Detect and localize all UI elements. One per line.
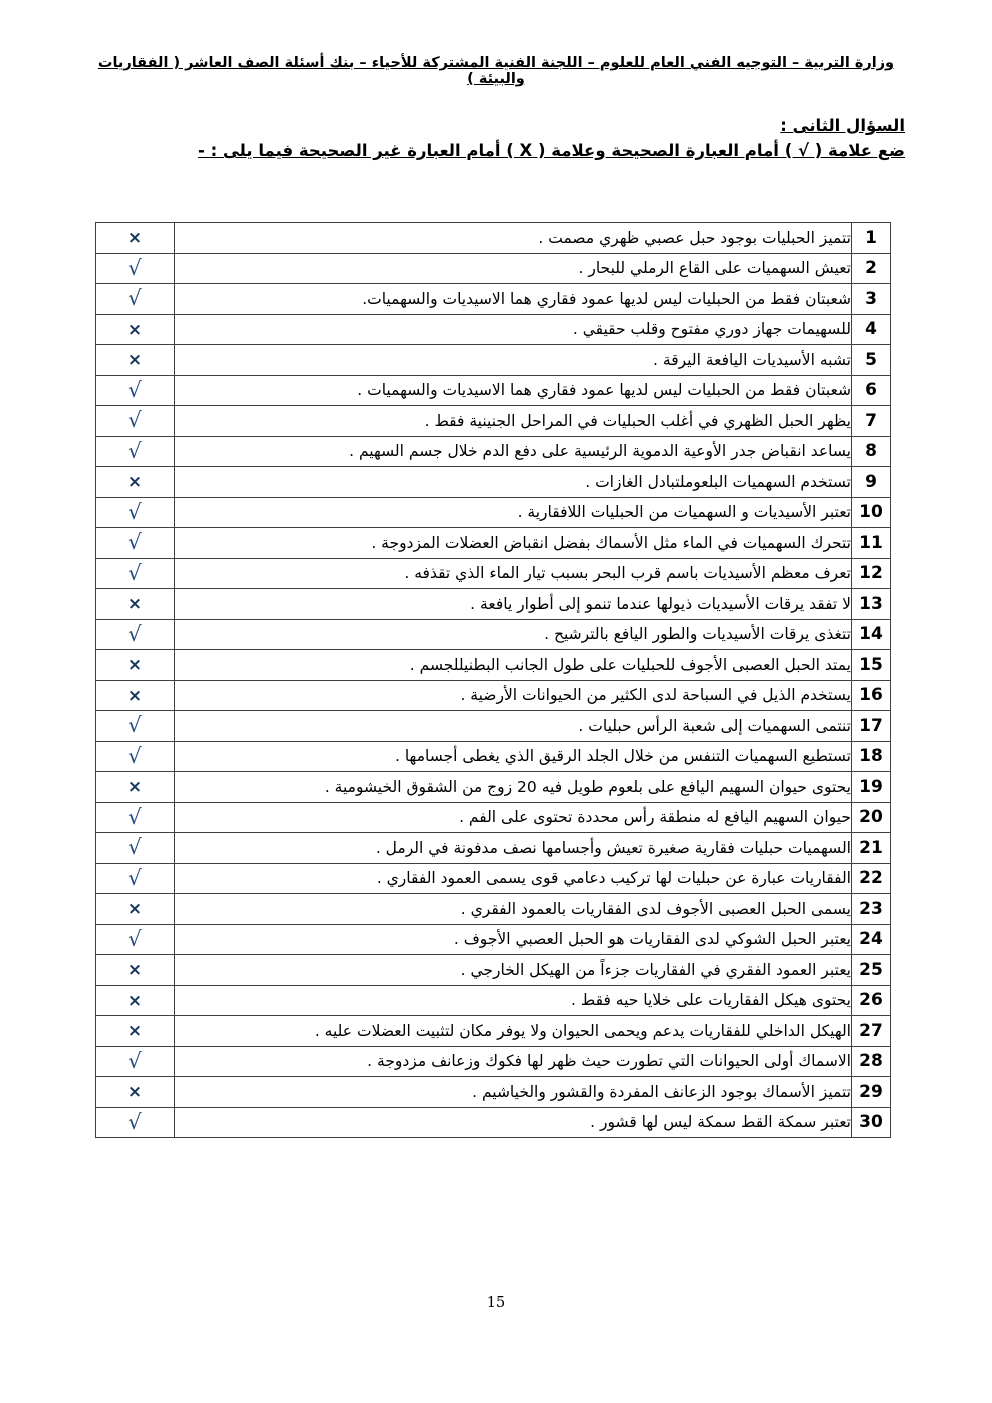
- check-mark-icon: √: [128, 804, 142, 829]
- cross-mark-icon: ×: [127, 960, 143, 981]
- row-statement: يسمى الحبل العصبى الأجوف لدى الفقاريات بالعمود الفقري .: [175, 894, 852, 925]
- check-mark-icon: √: [128, 1048, 142, 1073]
- answer-mark-cell: [96, 558, 175, 589]
- check-mark-icon: √: [128, 713, 142, 738]
- answer-mark-cell: [96, 284, 175, 315]
- row-number: 3: [852, 284, 891, 315]
- table-row: [96, 253, 891, 284]
- row-number: 10: [852, 497, 891, 528]
- row-statement: تتميز الأسماك بوجود الزعانف المفردة والقشور والخياشيم .: [175, 1077, 852, 1108]
- cross-mark-icon: ×: [127, 990, 143, 1011]
- row-number: 11: [852, 528, 891, 559]
- answer-mark-cell: [96, 1077, 175, 1108]
- table-row: [96, 863, 891, 894]
- row-statement: للسهيمات جهاز دوري مفتوح وقلب حقيقي .: [175, 314, 852, 345]
- answer-mark-cell: [96, 894, 175, 925]
- cross-mark-icon: ×: [127, 1082, 143, 1103]
- row-number: 7: [852, 406, 891, 437]
- row-number: 23: [852, 894, 891, 925]
- answer-mark-cell: [96, 1046, 175, 1077]
- check-mark-icon: √: [128, 743, 142, 768]
- row-statement: يعتبر الحبل الشوكي لدى الفقاريات هو الحبل العصبي الأجوف .: [175, 924, 852, 955]
- row-statement: تعيش السهميات على القاع الرملي للبحار .: [175, 253, 852, 284]
- row-statement: تنتمى السهميات إلى شعبة الرأس حبليات .: [175, 711, 852, 742]
- row-number: 18: [852, 741, 891, 772]
- row-number: 6: [852, 375, 891, 406]
- row-statement: شعبتان فقط من الحبليات ليس لديها عمود فقاري هما الاسيديات والسهميات .: [175, 375, 852, 406]
- row-statement: الهيكل الداخلي للفقاريات يدعم ويحمى الحيوان ولا يوفر مكان لتثبيت العضلات عليه .: [175, 1016, 852, 1047]
- answer-mark-cell: [96, 436, 175, 467]
- answer-mark-cell: [96, 833, 175, 864]
- check-mark-icon: √: [128, 408, 142, 433]
- answer-mark-cell: [96, 223, 175, 254]
- answer-mark-cell: [96, 802, 175, 833]
- table-row: [96, 436, 891, 467]
- cross-mark-icon: ×: [127, 655, 143, 676]
- answer-mark-cell: [96, 406, 175, 437]
- page-number: 15: [486, 1295, 506, 1311]
- cross-mark-icon: ×: [127, 228, 143, 249]
- cross-mark-icon: ×: [127, 594, 143, 615]
- answer-mark-cell: [96, 863, 175, 894]
- table-row: [96, 589, 891, 620]
- answer-mark-cell: [96, 619, 175, 650]
- check-mark-icon: √: [128, 438, 142, 463]
- table-row: [96, 1077, 891, 1108]
- answer-mark-cell: [96, 1016, 175, 1047]
- table-row: [96, 1016, 891, 1047]
- row-statement: يظهر الحبل الظهري في أغلب الحبليات في المراحل الجنينية فقط .: [175, 406, 852, 437]
- row-statement: تتميز الحبليات بوجود حبل عصبي ظهري مصمت .: [175, 223, 852, 254]
- answer-mark-cell: [96, 741, 175, 772]
- answer-mark-cell: [96, 467, 175, 498]
- table-row: [96, 741, 891, 772]
- row-statement: يمتد الحبل العصبى الأجوف للحبليات على طول الجانب البطنيللجسم .: [175, 650, 852, 681]
- answer-mark-cell: [96, 924, 175, 955]
- table-row: [96, 802, 891, 833]
- cross-mark-icon: ×: [127, 777, 143, 798]
- row-statement: تستطيع السهميات التنفس من خلال الجلد الرقيق الذي يغطى أجسامها .: [175, 741, 852, 772]
- row-number: 22: [852, 863, 891, 894]
- question-instruction: ضع علامة ( √ ) أمام العبارة الصحيحة وعلامة ( X ) أمام العبارة غير الصحيحة فيما يلى : -: [198, 141, 905, 160]
- row-statement: يحتوى هيكل الفقاريات على خلايا حيه فقط .: [175, 985, 852, 1016]
- true-false-table: [95, 222, 891, 1138]
- row-statement: السهميات حبليات فقارية صغيرة تعيش وأجسامها نصف مدفونة في الرمل .: [175, 833, 852, 864]
- table-row: [96, 1107, 891, 1138]
- row-statement: يستخدم الذيل في السباحة لدى الكثير من الحيوانات الأرضية .: [175, 680, 852, 711]
- answer-mark-cell: [96, 955, 175, 986]
- check-mark-icon: √: [128, 560, 142, 585]
- row-number: 25: [852, 955, 891, 986]
- table-row: [96, 985, 891, 1016]
- true-false-table-body: [96, 223, 891, 1138]
- row-number: 4: [852, 314, 891, 345]
- row-statement: يحتوى حيوان السهيم اليافع على بلعوم طويل فيه 20 زوج من الشقوق الخيشومية .: [175, 772, 852, 803]
- row-statement: يساعد انقباض جدر الأوعية الدموية الرئيسية على دفع الدم خلال جسم السهيم .: [175, 436, 852, 467]
- row-number: 19: [852, 772, 891, 803]
- row-number: 24: [852, 924, 891, 955]
- row-number: 9: [852, 467, 891, 498]
- row-number: 27: [852, 1016, 891, 1047]
- row-number: 28: [852, 1046, 891, 1077]
- answer-mark-cell: [96, 650, 175, 681]
- table-row: [96, 467, 891, 498]
- check-mark-icon: √: [128, 835, 142, 860]
- row-number: 14: [852, 619, 891, 650]
- answer-mark-cell: [96, 772, 175, 803]
- table-row: [96, 924, 891, 955]
- table-row: [96, 558, 891, 589]
- table-row: [96, 894, 891, 925]
- table-row: [96, 314, 891, 345]
- row-number: 29: [852, 1077, 891, 1108]
- row-number: 13: [852, 589, 891, 620]
- cross-mark-icon: ×: [127, 350, 143, 371]
- row-number: 2: [852, 253, 891, 284]
- row-number: 21: [852, 833, 891, 864]
- answer-mark-cell: [96, 985, 175, 1016]
- answer-mark-cell: [96, 711, 175, 742]
- row-statement: حيوان السهيم اليافع له منطقة رأس محددة تحتوى على الفم .: [175, 802, 852, 833]
- check-mark-icon: √: [128, 621, 142, 646]
- row-number: 17: [852, 711, 891, 742]
- row-statement: شعبتان فقط من الحبليات ليس لديها عمود فقاري هما الاسيديات والسهميات.: [175, 284, 852, 315]
- table-row: [96, 375, 891, 406]
- row-statement: لا تفقد يرقات الأسيديات ذيولها عندما تنمو إلى أطوار يافعة .: [175, 589, 852, 620]
- answer-mark-cell: [96, 345, 175, 376]
- row-number: 26: [852, 985, 891, 1016]
- cross-mark-icon: ×: [127, 899, 143, 920]
- table-row: [96, 955, 891, 986]
- table-row: [96, 680, 891, 711]
- question-title: السؤال الثانى :: [780, 116, 905, 135]
- cross-mark-icon: ×: [127, 472, 143, 493]
- cross-mark-icon: ×: [127, 685, 143, 706]
- check-mark-icon: √: [128, 255, 142, 280]
- check-mark-icon: √: [128, 499, 142, 524]
- check-mark-icon: √: [128, 1109, 142, 1134]
- row-number: 12: [852, 558, 891, 589]
- row-statement: تشبه الأسيديات اليافعة اليرقة .: [175, 345, 852, 376]
- table-row: [96, 528, 891, 559]
- row-number: 30: [852, 1107, 891, 1138]
- check-mark-icon: √: [128, 377, 142, 402]
- check-mark-icon: √: [128, 865, 142, 890]
- answer-mark-cell: [96, 680, 175, 711]
- row-statement: تتحرك السهميات في الماء مثل الأسماك بفضل انقباض العضلات المزدوجة .: [175, 528, 852, 559]
- row-number: 20: [852, 802, 891, 833]
- row-statement: تعتبر الأسيديات و السهميات من الحبليات اللافقارية .: [175, 497, 852, 528]
- row-number: 15: [852, 650, 891, 681]
- row-statement: الاسماك أولى الحيوانات التي تطورت حيث ظهر لها فكوك وزعانف مزدوجة .: [175, 1046, 852, 1077]
- table-row: [96, 1046, 891, 1077]
- answer-mark-cell: [96, 1107, 175, 1138]
- table-row: [96, 772, 891, 803]
- cross-mark-icon: ×: [127, 1021, 143, 1042]
- row-statement: تعرف معظم الأسيديات باسم قرب البحر بسبب تيار الماء الذي تقذفه .: [175, 558, 852, 589]
- row-statement: تعتبر سمكة القط سمكة ليس لها قشور .: [175, 1107, 852, 1138]
- row-statement: الفقاريات عبارة عن حبليات لها تركيب دعامي قوى يسمى العمود الفقاري .: [175, 863, 852, 894]
- document-header: وزارة التربية – التوجيه الفني العام للعلوم – اللجنة الفنية المشتركة للأحياء – بنك أسئلة الصف العاشر ( الفقاريات والبيئة ): [97, 55, 895, 87]
- check-mark-icon: √: [128, 530, 142, 555]
- answer-mark-cell: [96, 497, 175, 528]
- row-number: 1: [852, 223, 891, 254]
- row-number: 16: [852, 680, 891, 711]
- answer-mark-cell: [96, 253, 175, 284]
- row-number: 8: [852, 436, 891, 467]
- table-row: [96, 650, 891, 681]
- table-row: [96, 497, 891, 528]
- answer-mark-cell: [96, 375, 175, 406]
- answer-mark-cell: [96, 314, 175, 345]
- answer-mark-cell: [96, 589, 175, 620]
- cross-mark-icon: ×: [127, 319, 143, 340]
- question-block: [60, 116, 905, 160]
- row-statement: تستخدم السهميات البلعوملتبادل الغازات .: [175, 467, 852, 498]
- table-row: [96, 619, 891, 650]
- table-row: [96, 406, 891, 437]
- answer-mark-cell: [96, 528, 175, 559]
- table-row: [96, 223, 891, 254]
- check-mark-icon: √: [128, 286, 142, 311]
- table-row: [96, 711, 891, 742]
- check-mark-icon: √: [128, 926, 142, 951]
- row-statement: يعتبر العمود الفقري في الفقاريات جزءاً من الهيكل الخارجي .: [175, 955, 852, 986]
- row-statement: تتغذى يرقات الأسيديات والطور اليافع بالترشيح .: [175, 619, 852, 650]
- table-row: [96, 345, 891, 376]
- table-row: [96, 833, 891, 864]
- row-number: 5: [852, 345, 891, 376]
- table-row: [96, 284, 891, 315]
